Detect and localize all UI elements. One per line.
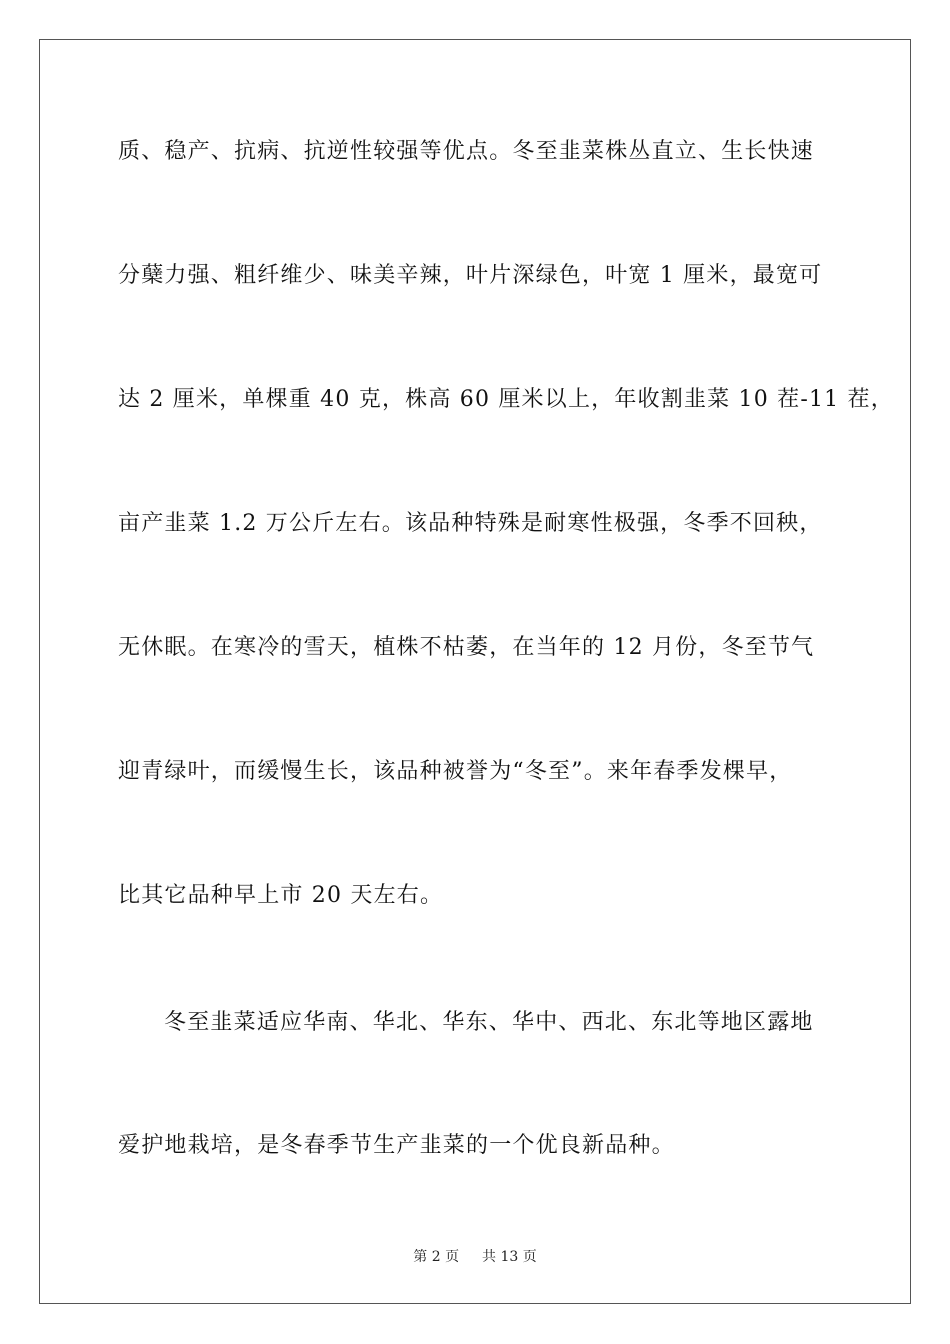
text-line: 质、稳产、抗病、抗逆性较强等优点。冬至韭菜株丛直立、生长快速 [118,139,815,164]
page-border [39,39,911,1304]
text-line: 爱护地栽培，是冬春季节生产韭菜的一个优良新品种。 [118,1133,675,1158]
text-line: 迎青绿叶，而缓慢生长，该品种被誉为“冬至”。来年春季发棵早， [118,759,793,784]
text-line: 亩产韭菜 1.2 万公斤左右。该品种特殊是耐寒性极强，冬季不回秧， [118,511,823,536]
page-number-total: 共 13 页 [482,1249,537,1265]
text-line: 分蘖力强、粗纤维少、味美辛辣，叶片深绿色，叶宽 1 厘米，最宽可 [118,263,823,288]
page-footer [0,1247,950,1267]
text-line: 比其它品种早上市 20 天左右。 [118,883,444,908]
page-number-current: 第 2 页 [413,1249,460,1265]
text-line: 无休眠。在寒冷的雪天，植株不枯萎，在当年的 12 月份，冬至节气 [118,635,815,660]
text-line: 达 2 厘米，单棵重 40 克，株高 60 厘米以上，年收割韭菜 10 茬-11 茬， [118,387,894,412]
paragraph-start-line: 冬至韭菜适应华南、华北、华东、华中、西北、东北等地区露地 [164,1010,814,1035]
